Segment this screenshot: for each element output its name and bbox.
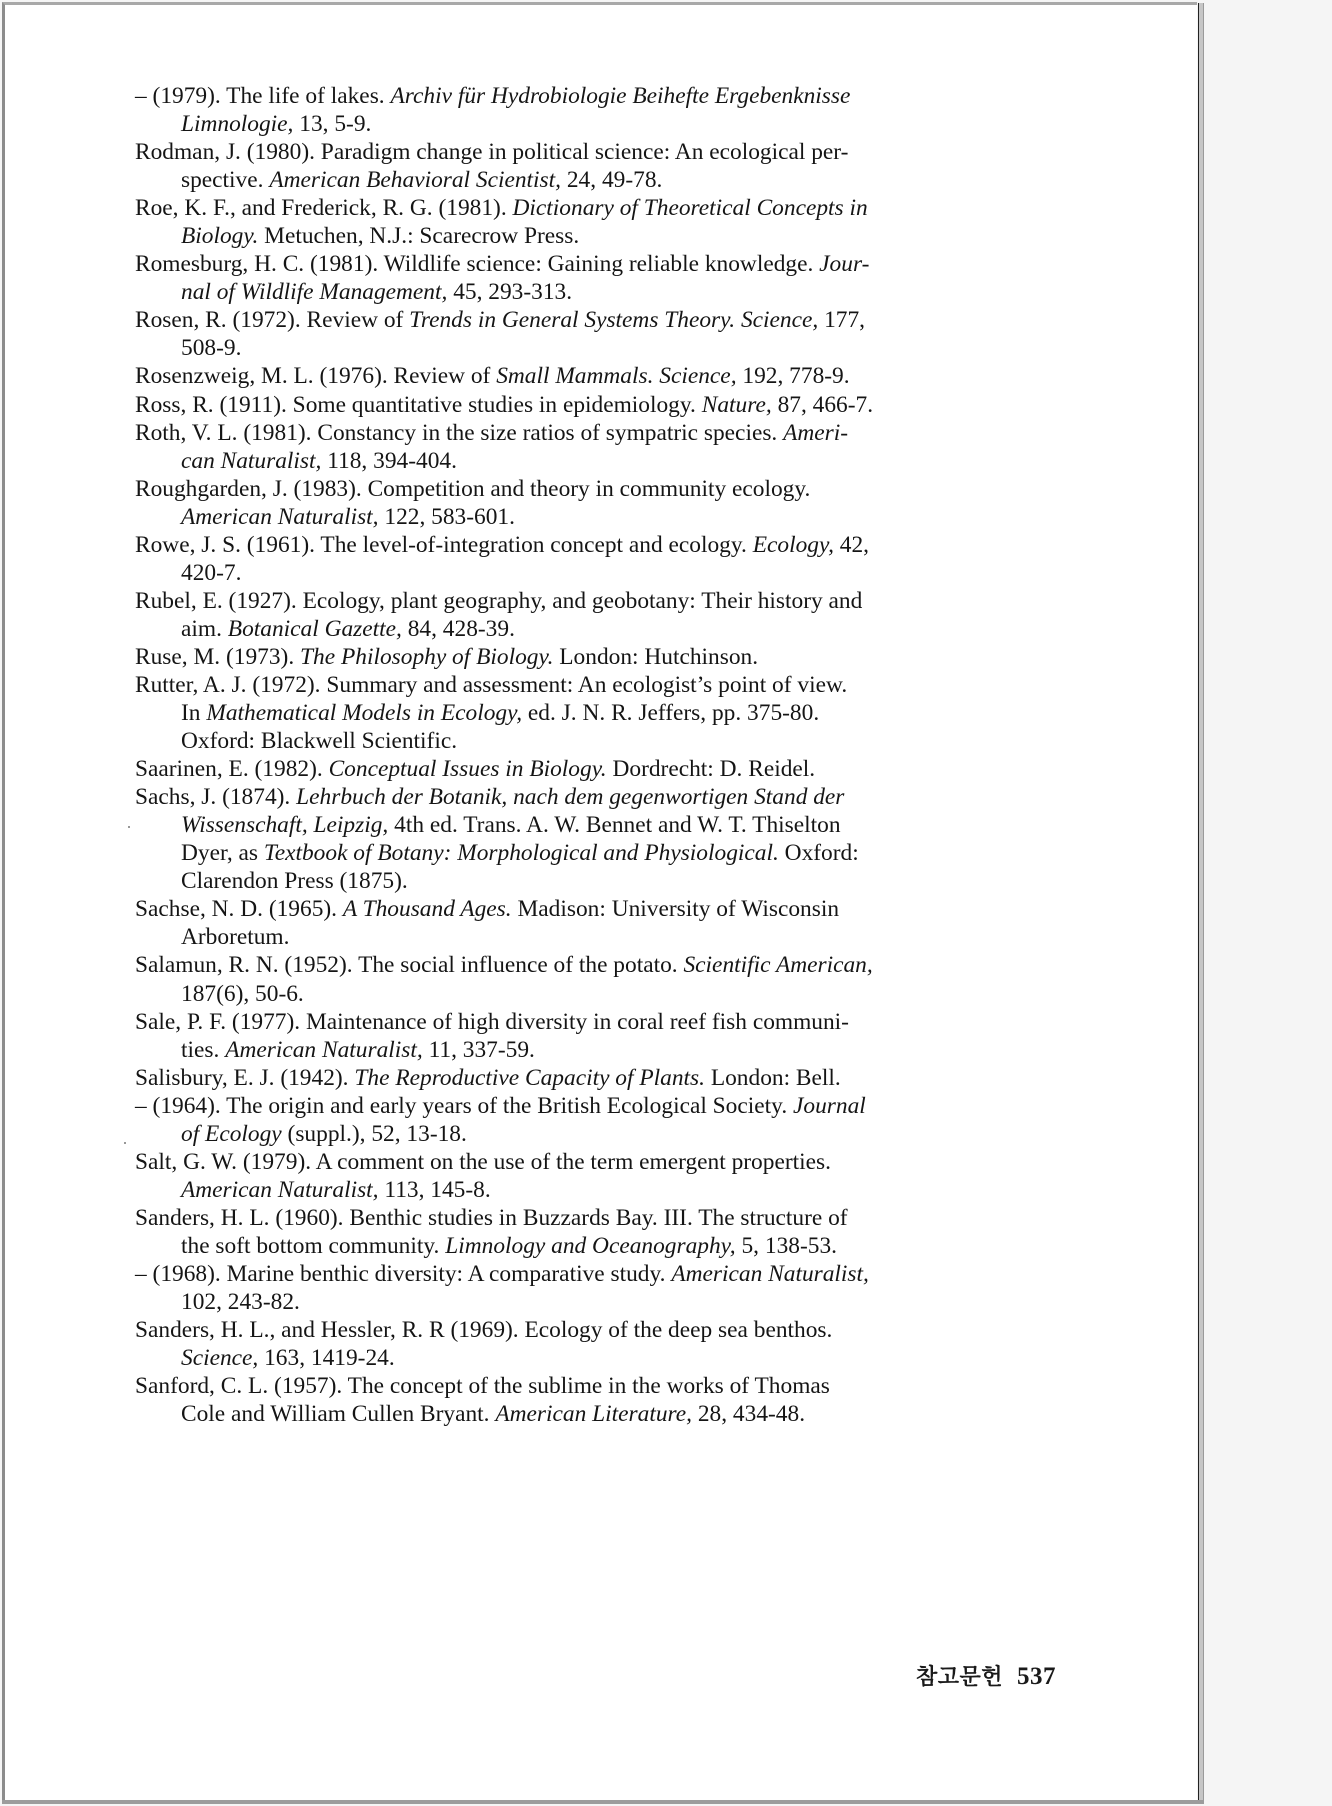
reference-entry xyxy=(135,1008,1055,1064)
reference-text: the soft bottom community. xyxy=(181,1232,446,1259)
reference-text: London: Hutchinson. xyxy=(553,643,759,670)
reference-text: Ross, R. (1911). Some quantitative studies in epidemiology. xyxy=(135,391,702,418)
reference-entry xyxy=(135,755,1055,783)
reference-continuation-line xyxy=(135,615,1055,643)
reference-continuation-line xyxy=(135,222,1055,250)
page-footer xyxy=(880,1660,1056,1691)
reference-text: Ruse, M. (1973). xyxy=(135,643,301,670)
reference-text: Rosen, R. (1972). Review of xyxy=(135,307,410,334)
italic-title-text: Trends in General Systems Theory. Science, xyxy=(409,307,819,334)
reference-text: ties. xyxy=(181,1036,226,1063)
reference-text: Rubel, E. (1927). Ecology, plant geography, and geobotany: Their history and xyxy=(135,587,863,614)
italic-title-text: of Ecology xyxy=(181,1120,282,1147)
reference-entry xyxy=(135,783,1055,895)
italic-title-text: Limnologie, xyxy=(181,111,294,138)
reference-text: 45, 293-313. xyxy=(447,279,573,306)
italic-title-text: nal of Wildlife Management, xyxy=(181,279,448,306)
reference-first-line xyxy=(135,194,1055,222)
reference-first-line xyxy=(135,895,1055,923)
reference-entry xyxy=(135,419,1055,475)
reference-text: 192, 778-9. xyxy=(736,363,850,390)
reference-text: – (1979). The life of lakes. xyxy=(135,83,391,109)
italic-title-text: American Naturalist, xyxy=(181,1176,379,1203)
reference-continuation-line xyxy=(135,727,1055,755)
italic-title-text: Dictionary of Theoretical Concepts in xyxy=(512,195,868,222)
italic-title-text: Biology. xyxy=(181,223,259,250)
reference-entry xyxy=(135,1260,1055,1316)
reference-entry xyxy=(135,671,1055,755)
italic-title-text: Ecology, xyxy=(752,531,834,558)
reference-text: Madison: University of Wisconsin xyxy=(511,896,840,923)
page-edge-shadow-bottom xyxy=(2,1800,1204,1804)
reference-entry xyxy=(135,1316,1055,1372)
reference-continuation-line xyxy=(135,1036,1055,1064)
reference-first-line xyxy=(135,1204,1055,1232)
italic-title-text: Conceptual Issues in Biology. xyxy=(328,756,607,783)
page-edge-shadow-right xyxy=(1198,3,1204,1803)
reference-text: 113, 145-8. xyxy=(378,1176,491,1203)
reference-text: Cole and William Cullen Bryant. xyxy=(181,1401,496,1428)
reference-first-line xyxy=(135,1148,1055,1176)
reference-continuation-line xyxy=(135,1288,1055,1316)
reference-entry xyxy=(135,391,1055,419)
italic-title-text: Journal xyxy=(793,1092,866,1119)
reference-first-line xyxy=(135,1372,1055,1400)
reference-text: 28, 434-48. xyxy=(692,1401,806,1428)
reference-text: Rodman, J. (1980). Paradigm change in political science: An ecological per- xyxy=(135,139,849,166)
italic-title-text: Textbook of Botany: Morphological and Physiological. xyxy=(263,840,779,867)
reference-continuation-line xyxy=(135,980,1055,1008)
italic-title-text: Lehrbuch der Botanik, nach dem gegenwortigen Stand der xyxy=(296,784,845,811)
italic-title-text: Scientific American, xyxy=(683,952,873,979)
reference-entry xyxy=(135,306,1055,362)
reference-continuation-line xyxy=(135,278,1055,306)
reference-text: ed. J. N. R. Jeffers, pp. 375-80. xyxy=(522,700,820,727)
italic-title-text: Small Mammals. Science, xyxy=(496,363,737,390)
italic-title-text: A Thousand Ages. xyxy=(342,896,512,923)
reference-text: Rowe, J. S. (1961). The level-of-integration concept and ecology. xyxy=(135,531,753,558)
reference-entry xyxy=(135,475,1055,531)
reference-text: Oxford: Blackwell Scientific. xyxy=(181,728,458,755)
reference-text: Rosenzweig, M. L. (1976). Review of xyxy=(135,363,497,390)
reference-continuation-line xyxy=(135,334,1055,362)
reference-continuation-line xyxy=(135,811,1055,839)
italic-title-text: Ameri- xyxy=(783,419,849,446)
reference-continuation-line xyxy=(135,1400,1055,1428)
reference-text: Sachse, N. D. (1965). xyxy=(135,896,343,923)
reference-entry xyxy=(135,531,1055,587)
reference-first-line xyxy=(135,306,1055,334)
italic-title-text: can Naturalist, xyxy=(181,447,322,474)
reference-continuation-line xyxy=(135,1120,1055,1148)
italic-title-text: Science, xyxy=(181,1345,259,1372)
reference-text: aim. xyxy=(181,615,228,642)
italic-title-text: Jour- xyxy=(819,251,870,278)
reference-text: 177, xyxy=(818,307,865,334)
reference-entry xyxy=(135,1372,1055,1428)
running-footer-title: 참고문헌 xyxy=(915,1665,1003,1690)
reference-first-line xyxy=(135,250,1055,278)
reference-text: Oxford: xyxy=(778,840,859,867)
reference-text: Sanders, H. L., and Hessler, R. R (1969). Ecology of the deep sea benthos. xyxy=(135,1317,833,1344)
reference-text: Dordrecht: D. Reidel. xyxy=(606,756,816,783)
reference-continuation-line xyxy=(135,1344,1055,1372)
reference-text: Saarinen, E. (1982). xyxy=(135,756,329,783)
italic-title-text: American Literature, xyxy=(495,1401,692,1428)
italic-title-text: American Naturalist, xyxy=(671,1260,869,1287)
reference-text: Rutter, A. J. (1972). Summary and assessment: An ecologist’s point of view. xyxy=(135,671,848,698)
reference-text: 42, xyxy=(833,531,870,558)
reference-text: 87, 466-7. xyxy=(771,391,874,418)
italic-title-text: American Naturalist, xyxy=(181,503,379,530)
reference-text: 102, 243-82. xyxy=(181,1289,300,1316)
reference-entry xyxy=(135,250,1055,306)
reference-first-line xyxy=(135,419,1055,447)
reference-text: spective. xyxy=(181,167,270,194)
reference-first-line xyxy=(135,391,1055,419)
reference-text: Salisbury, E. J. (1942). xyxy=(135,1064,355,1091)
reference-text: Sachs, J. (1874). xyxy=(135,784,297,811)
reference-text: In xyxy=(181,700,207,727)
reference-text: Sanford, C. L. (1957). The concept of the sublime in the works of Thomas xyxy=(135,1373,830,1400)
reference-first-line xyxy=(135,783,1055,811)
reference-first-line xyxy=(135,755,1055,783)
reference-text: 122, 583-601. xyxy=(378,503,515,530)
reference-entry xyxy=(135,1204,1055,1260)
reference-text: (suppl.), 52, 13-18. xyxy=(281,1120,467,1147)
reference-text: Sanders, H. L. (1960). Benthic studies in Buzzards Bay. III. The structure of xyxy=(135,1204,848,1231)
reference-continuation-line xyxy=(135,867,1055,895)
reference-first-line xyxy=(135,1064,1055,1092)
italic-title-text: The Reproductive Capacity of Plants. xyxy=(354,1064,705,1091)
reference-entry xyxy=(135,1064,1055,1092)
reference-continuation-line xyxy=(135,1176,1055,1204)
reference-entry xyxy=(135,895,1055,951)
reference-continuation-line xyxy=(135,166,1055,194)
reference-first-line xyxy=(135,1260,1055,1288)
reference-text: Metuchen, N.J.: Scarecrow Press. xyxy=(258,223,580,250)
reference-text: Salamun, R. N. (1952). The social influence of the potato. xyxy=(135,952,684,979)
reference-text: 187(6), 50-6. xyxy=(181,980,304,1007)
reference-first-line xyxy=(135,587,1055,615)
reference-entry xyxy=(135,1148,1055,1204)
reference-first-line xyxy=(135,362,1055,390)
reference-first-line xyxy=(135,1092,1055,1120)
reference-text: Arboretum. xyxy=(181,924,290,951)
reference-continuation-line xyxy=(135,1232,1055,1260)
reference-first-line xyxy=(135,951,1055,979)
reference-text: Clarendon Press (1875). xyxy=(181,868,408,895)
reference-text: 13, 5-9. xyxy=(293,111,372,138)
reference-continuation-line xyxy=(135,503,1055,531)
reference-continuation-line xyxy=(135,447,1055,475)
italic-title-text: Mathematical Models in Ecology, xyxy=(206,700,523,727)
reference-entry xyxy=(135,82,1055,138)
reference-first-line xyxy=(135,138,1055,166)
reference-first-line xyxy=(135,531,1055,559)
reference-continuation-line xyxy=(135,699,1055,727)
italic-title-text: Nature, xyxy=(701,391,772,418)
italic-title-text: Botanical Gazette, xyxy=(227,615,402,642)
italic-title-text: Archiv für Hydrobiologie Beihefte Ergebenknisse xyxy=(390,83,851,109)
italic-title-text: American Behavioral Scientist, xyxy=(269,167,562,194)
scan-speck xyxy=(128,826,130,828)
reference-list xyxy=(135,82,1055,1428)
italic-title-text: Wissenschaft, Leipzig, xyxy=(181,812,389,839)
reference-text: Roe, K. F., and Frederick, R. G. (1981). xyxy=(135,195,513,222)
reference-text: 4th ed. Trans. A. W. Bennet and W. T. Thiselton xyxy=(388,812,841,839)
reference-first-line xyxy=(135,475,1055,503)
reference-text: 11, 337-59. xyxy=(422,1036,535,1063)
reference-first-line xyxy=(135,82,1055,110)
reference-text: 84, 428-39. xyxy=(401,615,515,642)
reference-entry xyxy=(135,138,1055,194)
reference-entry xyxy=(135,643,1055,671)
scan-speck xyxy=(124,1142,126,1144)
reference-text: Dyer, as xyxy=(181,840,264,867)
reference-text: 420-7. xyxy=(181,559,242,586)
reference-entry xyxy=(135,194,1055,250)
reference-continuation-line xyxy=(135,839,1055,867)
reference-first-line xyxy=(135,1316,1055,1344)
reference-entry xyxy=(135,951,1055,1007)
reference-text: London: Bell. xyxy=(704,1064,841,1091)
reference-continuation-line xyxy=(135,559,1055,587)
reference-continuation-line xyxy=(135,110,1055,138)
italic-title-text: Limnology and Oceanography, xyxy=(445,1232,736,1259)
reference-first-line xyxy=(135,643,1055,671)
reference-text: – (1964). The origin and early years of the British Ecological Society. xyxy=(135,1092,794,1119)
reference-text: Roughgarden, J. (1983). Competition and theory in community ecology. xyxy=(135,475,811,502)
italic-title-text: American Naturalist, xyxy=(225,1036,423,1063)
reference-continuation-line xyxy=(135,923,1055,951)
reference-first-line xyxy=(135,671,1055,699)
italic-title-text: The Philosophy of Biology. xyxy=(300,643,554,670)
reference-text: 24, 49-78. xyxy=(561,167,663,194)
reference-text: Roth, V. L. (1981). Constancy in the size ratios of sympatric species. xyxy=(135,419,784,446)
reference-text: Romesburg, H. C. (1981). Wildlife science: Gaining reliable knowledge. xyxy=(135,251,820,278)
reference-text: Salt, G. W. (1979). A comment on the use of the term emergent properties. xyxy=(135,1148,831,1175)
reference-text: 5, 138-53. xyxy=(735,1232,837,1259)
reference-entry xyxy=(135,362,1055,390)
reference-text: Sale, P. F. (1977). Maintenance of high diversity in coral reef fish communi- xyxy=(135,1008,849,1035)
reference-text: 163, 1419-24. xyxy=(258,1345,395,1372)
reference-text: 508-9. xyxy=(181,335,242,362)
reference-text: – (1968). Marine benthic diversity: A comparative study. xyxy=(135,1260,672,1287)
page-number: 537 xyxy=(1017,1663,1056,1690)
reference-first-line xyxy=(135,1008,1055,1036)
reference-text: 118, 394-404. xyxy=(321,447,457,474)
reference-entry xyxy=(135,1092,1055,1148)
reference-entry xyxy=(135,587,1055,643)
